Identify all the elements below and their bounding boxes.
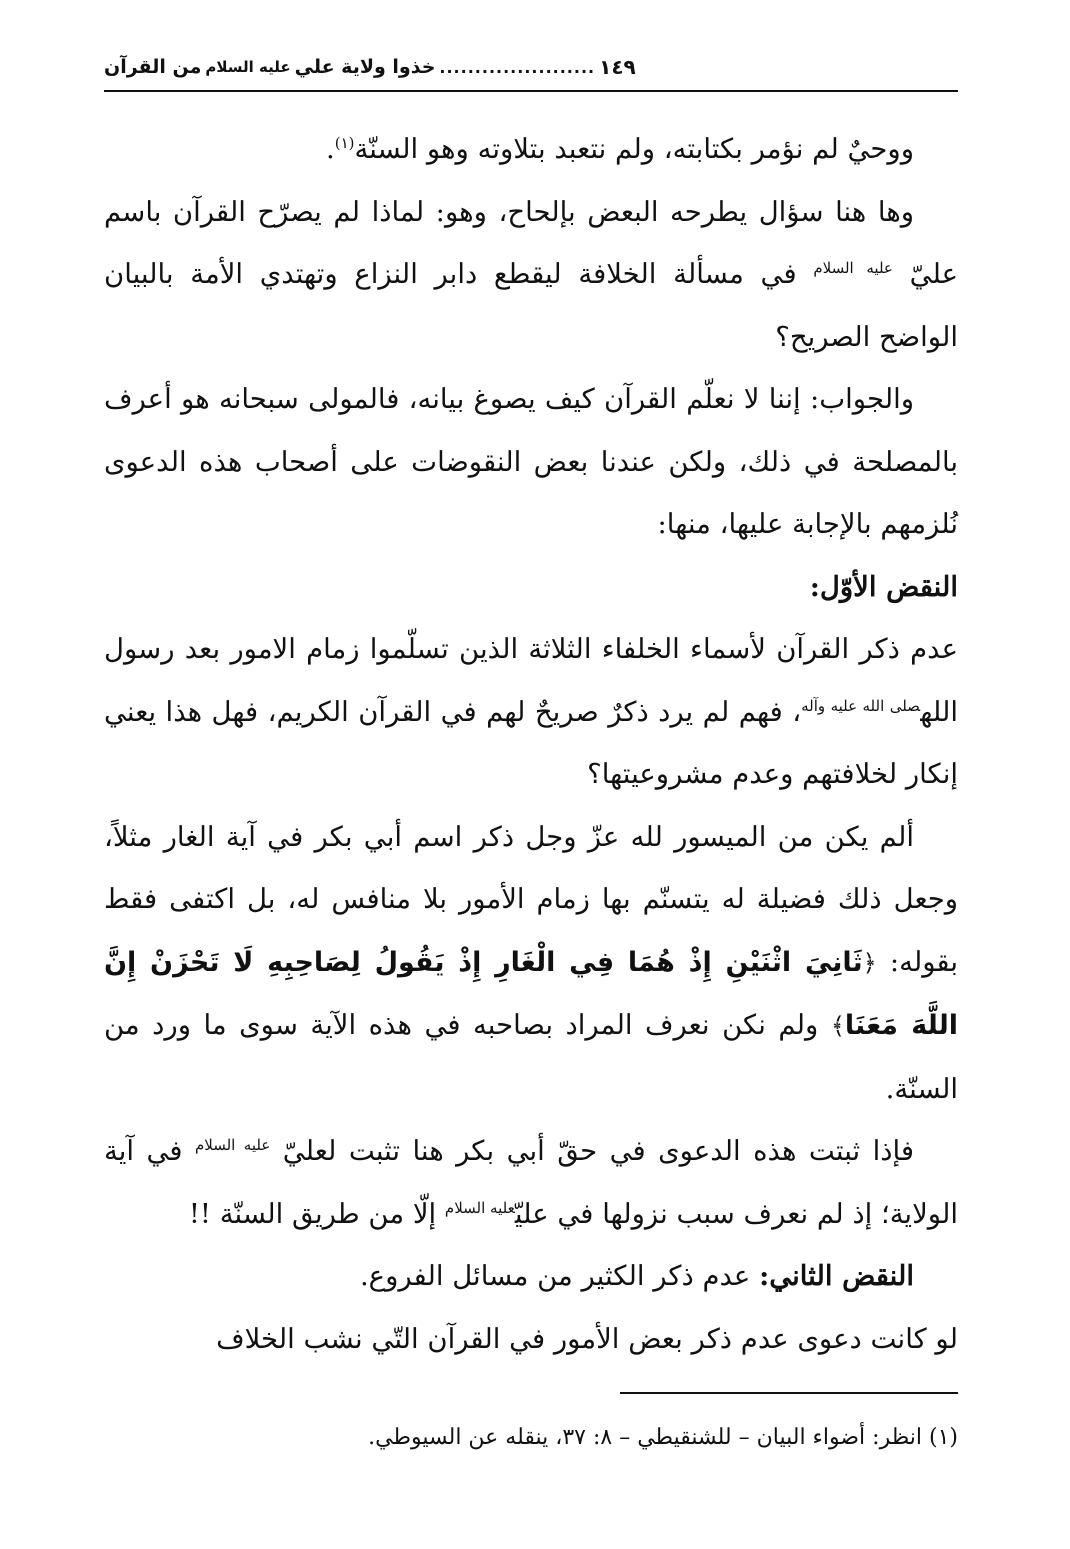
header-title: ١٤٩ ...................... خذوا ولاية علي عليه السلام من القرآن xyxy=(104,55,636,79)
paragraph-2 xyxy=(104,181,958,369)
paragraph-6-middle: في آية الولاية؛ إذ لم نعرف سبب نزولها في عليّ xyxy=(104,1135,958,1230)
honorific-ali-2: عليه السلام xyxy=(194,1135,271,1154)
quran-bracket-close: ﴾ xyxy=(830,1012,845,1040)
paragraph-6-end: إلّا من طريق السنّة !! xyxy=(188,1197,437,1230)
honorific-ali-1: عليه السلام xyxy=(813,258,893,277)
paragraph-1 xyxy=(104,118,958,181)
heading-second-refutation: النقض الثاني: xyxy=(759,1260,914,1292)
paragraph-7 xyxy=(104,1245,958,1308)
paragraph-8: لو كانت دعوى عدم ذكر بعض الأمور في القرآن التّي نشب الخلاف xyxy=(216,1322,958,1355)
running-header xyxy=(104,44,958,92)
header-dot-leader: ...................... xyxy=(439,57,596,77)
paragraph-6 xyxy=(104,1120,958,1245)
footnote-ref-1[interactable]: (١) xyxy=(334,133,355,152)
quran-verse: ثَانِيَ اثْنَيْنِ إِذْ هُمَا فِي الْغَارِ إِذْ يَقُولُ لِصَاحِبِهِ لَا تَحْزَنْ إِنَّ اللَّهَ مَعَنَا xyxy=(104,946,958,1041)
second-refutation-text: عدم ذكر الكثير من مسائل الفروع. xyxy=(359,1260,751,1292)
page-body xyxy=(104,118,958,1370)
paragraph-1-end: . xyxy=(325,133,335,165)
heading-first-refutation: النقض الأوّل: xyxy=(809,570,958,603)
paragraph-2-text: وها هنا سؤال يطرحه البعض بإلحاح، وهو: لماذا لم يصرّح القرآن باسم عليّ xyxy=(104,195,959,290)
paragraph-1-text: ووحيٌ لم نؤمر بكتابته، ولم نتعبد بتلاوته وهو السنّة xyxy=(354,133,914,165)
quran-bracket-open: ﴿ xyxy=(862,948,877,977)
honorific-ali-3: عليه السلام xyxy=(444,1198,515,1217)
footnote-1: (١) انظر: أضواء البيان – للشنقيطي – ٨: ٣٧، ينقله عن السيوطي. xyxy=(368,1425,958,1450)
paragraph-5-end: ولم نكن نعرف المراد بصاحبه في هذه الآية سوى ما ورد من السنّة. xyxy=(104,1009,958,1105)
paragraph-3: والجواب: إننا لا نعلّم القرآن كيف يصوغ بيانه، فالمولى سبحانه هو أعرف بالمصلحة في ذلك، ولكن عندنا بعض النقوضات على أصحاب هذه الدعوى نُلزمهم بالإجابة عليها، منها: xyxy=(104,383,958,540)
page-number: ١٤٩ xyxy=(599,55,636,79)
honorific-prophet: صلى الله عليه وآله xyxy=(801,696,921,715)
paragraph-5 xyxy=(104,806,958,1121)
paragraph-4-end: ، فهم لم يرد ذكرٌ صريحٌ لهم في القرآن الكريم، فهل هذا يعني إنكار لخلافتهم وعدم مشروعيتها؟ xyxy=(104,695,958,790)
paragraph-5-text: ألم يكن من الميسور لله عزّ وجل ذكر اسم أبي بكر في آية الغار مثلاً، وجعل ذلك فضيلة له يتسنّم بها زمام الأمور بلا منافس له، بل اكتفى فقط بقوله: xyxy=(104,820,958,978)
paragraph-4 xyxy=(104,618,958,806)
paragraph-2-end: في مسألة الخلافة ليقطع دابر النزاع وتهتدي الأمة بالبيان الواضح الصريح؟ xyxy=(104,258,958,353)
header-book-title-tail: من القرآن xyxy=(104,56,202,78)
paragraph-6-text: فإذا ثبتت هذه الدعوى في حقّ أبي بكر هنا تثبت لعليّ xyxy=(282,1135,914,1167)
header-book-title: خذوا ولاية علي xyxy=(294,56,436,78)
footnote-separator xyxy=(620,1392,958,1394)
paragraph-4-text: عدم ذكر القرآن لأسماء الخلفاء الثلاثة الذين تسلّموا زمام الامور بعد رسول الله xyxy=(104,633,958,728)
